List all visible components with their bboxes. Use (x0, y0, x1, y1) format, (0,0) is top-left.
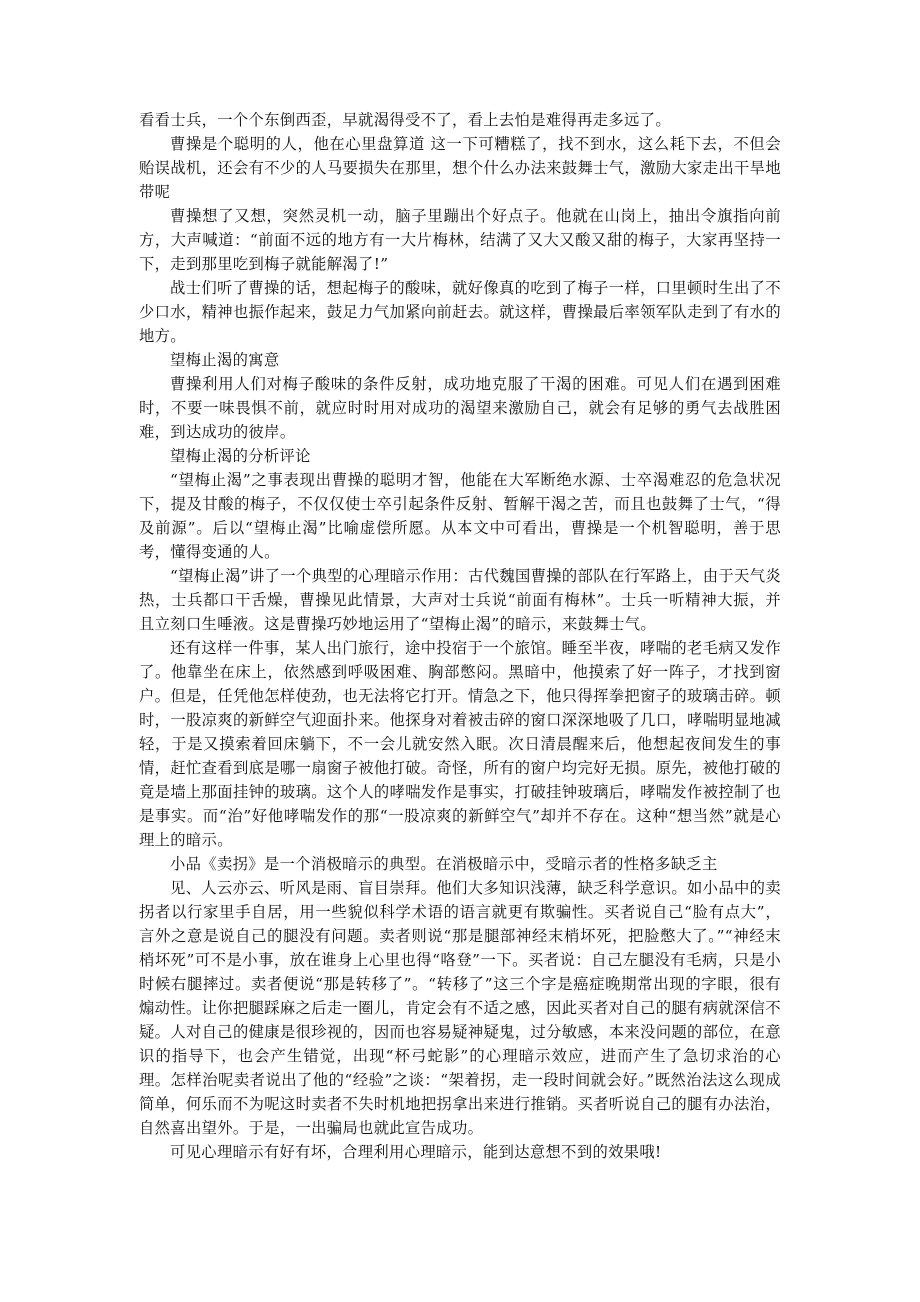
section-heading-analysis: 望梅止渴的分析评论 (170, 447, 311, 465)
paragraph-meaning: 曹操利用人们对梅子酸味的条件反射，成功地克服了干渴的困难。可见人们在遇到困难时，不要一味畏惧不前，就应时时用对成功的渴望来激励自己，就会有足够的勇气去战胜困难，到达成功的彼岸。 (139, 375, 781, 441)
paragraph-soldiers-react: 战士们听了曹操的话，想起梅子的酸味，就好像真的吃到了梅子一样，口里顿时生出了不少口水，精神也振作起来，鼓足力气加紧向前赶去。就这样，曹操最后率领军队走到了有水的地方。 (139, 279, 781, 345)
paragraph-maiguai-intro: 小品《卖拐》是一个消极暗示的典型。在消极暗示中，受暗示者的性格多缺乏主 (170, 855, 718, 873)
paragraph-caocao-thinks: 曹操是个聪明的人，他在心里盘算道 这一下可糟糕了，找不到水，这么耗下去，不但会贻误战机，还会有不少的人马要损失在那里，想个什么办法来鼓舞士气，激励大家走出干旱地带呢 (139, 135, 781, 201)
paragraph-analysis: “望梅止渴”之事表现出曹操的聪明才智，他能在大军断绝水源、士卒渴难忍的危急状况下，提及甘酸的梅子，不仅仅使士卒引起条件反射、暂解干渴之苦，而且也鼓舞了士气，“得及前源”。后以“望梅止渴”比喻虚偿所愿。从本文中可看出，曹操是一个机智聪明，善于思考，懂得变通的人。 (139, 471, 781, 561)
paragraph-conclusion: 可见心理暗示有好有坏，合理利用心理暗示，能到达意想不到的效果哦! (170, 1143, 662, 1161)
paragraph-asthma-story: 还有这样一件事，某人出门旅行，途中投宿于一个旅馆。睡至半夜，哮喘的老毛病又发作了。他靠坐在床上，依然感到呼吸困难、胸部憋闷。黑暗中，他摸索了好一阵子，才找到窗户。但是，任凭他怎样使劲，也无法将它打开。情急之下，他只得挥拳把窗子的玻璃击碎。顿时，一股凉爽的新鲜空气迎面扑来。他探身对着被击碎的窗口深深地吸了几口，哮喘明显地减轻，于是又摸索着回床躺下，不一会儿就安然入眠。次日清晨醒来后，他想起夜间发生的事情，赶忙查看到底是哪一扇窗子被他打破。奇怪，所有的窗户均完好无损。原先，被他打破的竟是墙上那面挂钟的玻璃。这个人的哮喘发作是事实，打破挂钟玻璃后，哮喘发作被控制了也是事实。而“治”好他哮喘发作的那“一股凉爽的新鲜空气”却并不存在。这种“想当然”就是心理上的暗示。 (139, 639, 781, 849)
paragraph-maiguai-analysis: 见、人云亦云、听风是雨、盲目崇拜。他们大多知识浅薄，缺乏科学意识。如小品中的卖拐者以行家里手自居，用一些貌似科学术语的语言就更有欺骗性。买者说自己“脸有点大”，言外之意是说自己的腿没有问题。卖者则说“那是腿部神经末梢坏死，把脸憋大了。”“神经末梢坏死”可不是小事，放在谁身上心里也得“咯登”一下。买者说：自己左腿没有毛病，只是小时候右腿摔过。卖者便说“那是转移了”。“转移了”这三个字是癌症晚期常出现的字眼，很有煽动性。让你把腿踩麻之后走一圈儿，肯定会有不适之感，因此买者对自己的腿有病就深信不疑。人对自己的健康是很珍视的，因而也容易疑神疑鬼，过分敏感，本来没问题的部位，在意识的指导下，也会产生错觉，出现“杯弓蛇影”的心理暗示效应，进而产生了急切求治的心理。怎样治呢卖者说出了他的“经验”之谈：“架着拐，走一段时间就会好。”既然治法这么现成简单，何乐而不为呢这时卖者不失时机地把拐拿出来进行推销。买者听说自己的腿有办法治，自然喜出望外。于是，一出骗局也就此宣告成功。 (139, 879, 781, 1137)
paragraph-caocao-idea: 曹操想了又想，突然灵机一动，脑子里蹦出个好点子。他就在山岗上，抽出令旗指向前方，大声喊道：“前面不远的地方有一大片梅林，结满了又大又酸又甜的梅子，大家再坚持一下，走到那里吃到梅子就能解渴了!” (139, 207, 781, 273)
document-body (139, 108, 781, 1164)
paragraph-soldiers-exhausted: 看看士兵，一个个东倒西歪，早就渴得受不了，看上去怕是难得再走多远了。 (139, 111, 671, 129)
section-heading-meaning: 望梅止渴的寓意 (170, 351, 280, 369)
paragraph-psychological-suggestion: “望梅止渴”讲了一个典型的心理暗示作用：古代魏国曹操的部队在行军路上，由于天气炎热，士兵都口干舌燥，曹操见此情景，大声对士兵说“前面有梅林”。士兵一听精神大振，并且立刻口生唾液。这是曹操巧妙地运用了“望梅止渴”的暗示，来鼓舞士气。 (139, 567, 781, 633)
